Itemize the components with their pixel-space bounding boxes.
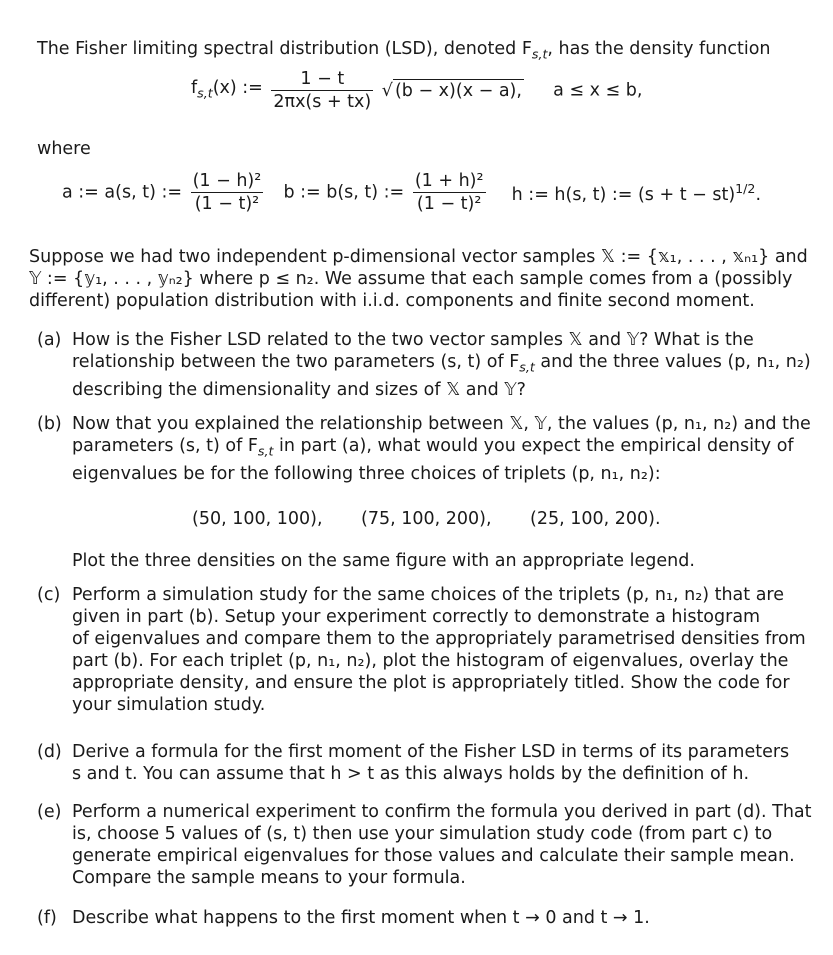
density-sqrt (382, 80, 524, 102)
part-line: Now that you explained the relationship between 𝕏, 𝕐, the values (p, n₁, n₂) and the (72, 414, 811, 434)
density-numerator: 1 − t (271, 68, 373, 91)
part-line: Perform a numerical experiment to confirm the formula you derived in part (d). That (72, 802, 812, 822)
setup-line: Suppose we had two independent p-dimensional vector samples 𝕏 := {𝕩₁, . . . , 𝕩ₙ₁} and (29, 247, 808, 267)
setup-paragraph (29, 246, 808, 312)
part-line: given in part (b). Setup your experiment correctly to demonstrate a histogram (72, 607, 761, 627)
part-d-text (72, 741, 790, 785)
density-domain: a ≤ x ≤ b, (553, 80, 643, 101)
density-denominator: 2πx(s + tx) (273, 92, 372, 112)
part-f-label: (f) (37, 908, 57, 928)
part-line: part (b). For each triplet (p, n₁, n₂), plot the histogram of eigenvalues, overlay the (72, 651, 789, 671)
density-radicand: (b − x)(x − a), (394, 80, 522, 101)
part-line: Compare the sample means to your formula. (72, 868, 466, 888)
part-line: parameters (s, t) of $F_{s,t}$ in part (a), what would you expect the empirical density of (72, 436, 794, 459)
triplet-1: (50, 100, 100), (192, 509, 323, 529)
part-a-text (72, 329, 811, 401)
density-formula (191, 68, 642, 128)
part-line: s and t. You can assume that h > t as this always holds by the definition of h. (72, 764, 750, 784)
setup-line: 𝕐 := {𝕪₁, . . . , 𝕪ₙ₂} where p ≤ n₂. We assume that each sample comes from a (possibly (29, 269, 793, 289)
part-line: generate empirical eigenvalues for those values and calculate their sample mean. (72, 846, 795, 866)
setup-line: different) population distribution with i.i.d. components and finite second moment. (29, 291, 755, 311)
part-a-label: (a) (37, 330, 62, 350)
part-b-after: Plot the three densities on the same figure with an appropriate legend. (72, 551, 695, 571)
a-numerator: (1 − h)² (192, 171, 262, 191)
part-f-text (72, 907, 778, 929)
intro-text: The Fisher limiting spectral distribution (LSD), denoted $F_{s,t}$, has the density function (37, 39, 771, 62)
h-definition: h := h(s, t) := (s + t − st)$^{1/2}$. (511, 181, 762, 206)
triplet-2: (75, 100, 200), (361, 509, 492, 529)
b-numerator: (1 + h)² (414, 171, 484, 191)
b-denominator: (1 − t)² (416, 194, 482, 214)
part-line: Perform a simulation study for the same choices of the triplets (p, n₁, n₂) that are (72, 585, 785, 605)
part-line: is, choose 5 values of (s, t) then use your simulation study code (from part c) to (72, 824, 773, 844)
part-e-label: (e) (37, 802, 62, 822)
density-fraction (271, 68, 373, 113)
a-denominator: (1 − t)² (194, 194, 260, 214)
part-d-label: (d) (37, 742, 62, 762)
b-lhs: b := b(s, t) := (283, 182, 405, 203)
part-c-text (72, 584, 806, 716)
part-line: Derive a formula for the first moment of the Fisher LSD in terms of its parameters (72, 742, 790, 762)
density-lhs: $f_{s,t}(x)$ := (191, 77, 263, 101)
part-line: of eigenvalues and compare them to the appropriately parametrised densities from (72, 629, 806, 649)
part-line: How is the Fisher LSD related to the two vector samples 𝕏 and 𝕐? What is the (72, 330, 754, 350)
part-line: relationship between the two parameters (s, t) of $F_{s,t}$ and the three values (p, n₁, n₂) (72, 352, 811, 375)
part-line: describing the dimensionality and sizes of 𝕏 and 𝕐? (72, 379, 526, 400)
part-c-label: (c) (37, 585, 61, 605)
part-b-label: (b) (37, 414, 62, 434)
sqrt-sign-icon: √ (381, 80, 393, 101)
part-line: eigenvalues be for the following three choices of triplets (p, n₁, n₂): (72, 463, 661, 484)
part-b-text (72, 413, 811, 485)
part-line: your simulation study. (72, 695, 266, 715)
part-e-text (72, 801, 812, 889)
where-label: where (37, 139, 91, 159)
part-line: appropriate density, and ensure the plot is appropriately titled. Show the code for (72, 673, 790, 693)
params-formula (62, 170, 761, 215)
a-fraction (191, 170, 264, 215)
b-fraction (413, 170, 486, 215)
triplet-3: (25, 100, 200). (530, 509, 661, 529)
a-lhs: a := a(s, t) := (62, 182, 183, 203)
part-line: Describe what happens to the first moment when t → 0 and t → 1. (72, 908, 650, 928)
